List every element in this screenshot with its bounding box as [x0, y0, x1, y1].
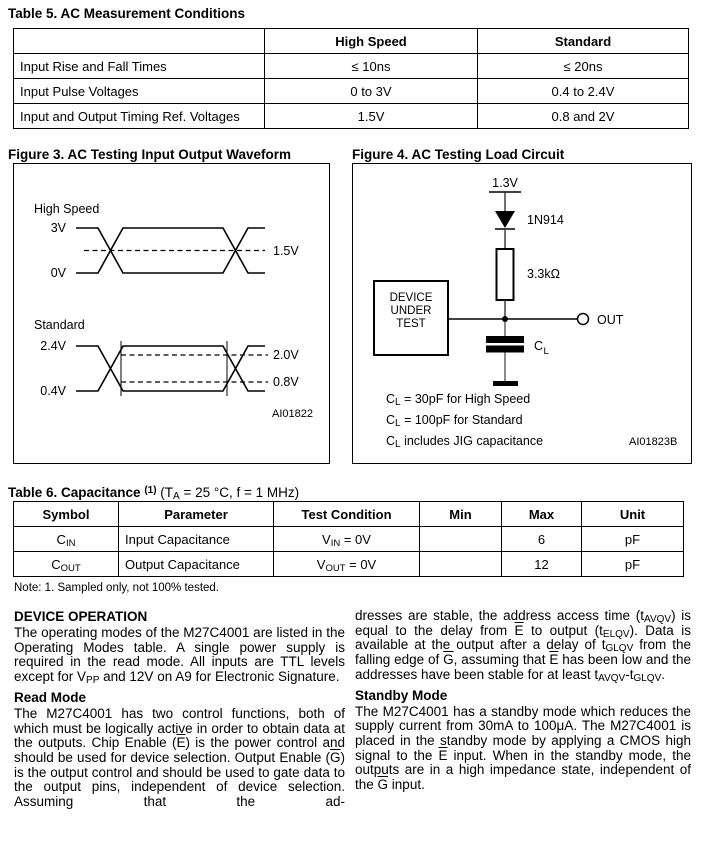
ac-measurement-conditions-table	[13, 28, 689, 129]
high-speed-label: High Speed	[34, 202, 100, 216]
table6-footnote: Note: 1. Sampled only, not 100% tested.	[14, 582, 219, 594]
table5-title: Table 5. AC Measurement Conditions	[8, 6, 246, 21]
read-mode-heading: Read Mode	[14, 689, 87, 705]
t6-r1-max: 6	[502, 527, 582, 552]
figure-4-box	[352, 163, 692, 464]
figure-4	[352, 147, 692, 464]
t6-header-max: Max	[502, 502, 582, 527]
std-bottom-level-label: 0.4V	[40, 384, 66, 398]
standard-label: Standard	[34, 318, 85, 332]
t6-header-unit: Unit	[582, 502, 684, 527]
t6-r1-condition: $V_{IN} = 0V$	[274, 527, 420, 552]
figure-3	[8, 147, 338, 464]
read-mode-continuation-paragraph: dresses are stable, the address access time $(t_{AVQV})$ is equal to the delay from $\overline{E}$ to output $(t_{ELQV})$. Data is available at the output after a delay of $t_{GLQV}$ from the falling edge of $\overline{G}$, assuming that $\overline{E}$ has been low and the addresses have been stable for at least $t_{AVQV}-t_{GLQV}$.	[355, 608, 692, 684]
junction-dot	[502, 316, 508, 322]
ground-icon	[493, 381, 518, 386]
t6-header-parameter: Parameter	[119, 502, 274, 527]
t6-r2-unit: pF	[582, 552, 684, 577]
t5-r2-standard: 0.4 to 2.4V	[478, 79, 689, 104]
capacitor-bottom-plate	[486, 346, 524, 353]
std-waveform-rising	[76, 346, 265, 391]
t6-r1-unit: pF	[582, 527, 684, 552]
t5-r3-standard: 0.8 and 2V	[478, 104, 689, 129]
std-high-reference-label: 2.0V	[273, 348, 299, 362]
capacitor-symbol-sub: L	[543, 346, 549, 357]
hs-bottom-level-label: 0V	[50, 266, 66, 280]
t5-header-blank	[14, 29, 265, 54]
t6-header-test-condition: Test Condition	[274, 502, 420, 527]
table-header-row	[14, 502, 684, 527]
t6-r1-min	[420, 527, 502, 552]
table-header-row	[14, 29, 689, 54]
out-label: OUT	[597, 313, 624, 327]
left-column	[14, 609, 345, 810]
figure-4-title: Figure 4. AC Testing Load Circuit	[352, 147, 565, 162]
read-mode-paragraph: The M27C4001 has two control functions, both of which must be logically active in order to obtain data at the outputs. Chip Enable $(\overline{E})$ is the power control and should be used for device selection. Output Enable $(\overline{G})$ is the output control and should be used to gate data to the output pins, independent of device selection. Assuming that the ad-	[14, 705, 345, 810]
dut-label-line1: DEVICE	[389, 292, 433, 304]
t6-r1-parameter: Input Capacitance	[119, 527, 274, 552]
figure-4-code: AI01823B	[629, 436, 678, 448]
cap-note-standard: $C_L = 100pF$ for Standard	[386, 413, 523, 429]
figures-row	[0, 147, 701, 464]
capacitance-table	[13, 501, 684, 577]
capacitor-top-plate	[486, 336, 524, 343]
dut-label-line2: UNDER	[390, 305, 432, 317]
standby-mode-paragraph: The M27C4001 has a standby mode which reduces the supply current from 30mA to 100μA. The M27C4001 is placed in the standby mode by applying a CMOS high signal to the $\overline{E}$ input. When in the standby mode, the outputs are in a high impedance state, independent of the $\overline{G}$ input.	[355, 703, 691, 793]
standby-mode-heading: Standby Mode	[355, 687, 448, 703]
supply-voltage-label: 1.3V	[492, 176, 518, 190]
t5-r1-label: Input Rise and Fall Times	[14, 54, 265, 79]
datasheet-page	[0, 6, 701, 860]
t6-header-min: Min	[420, 502, 502, 527]
t5-r3-high-speed: 1.5V	[265, 104, 478, 129]
waveform-diagram	[14, 164, 329, 463]
cap-note-high-speed: $C_L = 30pF$ for High Speed	[386, 392, 531, 408]
t6-r2-min	[420, 552, 502, 577]
table6-title: Table 6. Capacitance $^{(1)}$ ($T_A = 25$ °C, f = 1 MHz)	[8, 485, 300, 502]
t6-r2-max: 12	[502, 552, 582, 577]
table-row	[14, 54, 689, 79]
capacitor-symbol: C	[534, 339, 544, 353]
std-waveform-falling	[76, 346, 265, 391]
std-low-reference-label: 0.8V	[273, 375, 299, 389]
t5-header-standard: Standard	[478, 29, 689, 54]
hs-reference-label: 1.5V	[273, 244, 299, 258]
figure-3-box	[13, 163, 330, 464]
resistor-icon	[497, 249, 514, 300]
t5-r2-high-speed: 0 to 3V	[265, 79, 478, 104]
std-top-level-label: 2.4V	[40, 339, 66, 353]
t5-r2-label: Input Pulse Voltages	[14, 79, 265, 104]
t5-r1-high-speed: ≤ 10ns	[265, 54, 478, 79]
out-terminal-icon	[578, 314, 589, 325]
table-row	[14, 104, 689, 129]
dut-label-line3: TEST	[396, 318, 426, 330]
figure-3-title: Figure 3. AC Testing Input Output Waveform	[8, 147, 291, 162]
table-row	[14, 552, 684, 577]
right-column	[355, 609, 691, 810]
t6-r2-symbol: $C_{OUT}$	[14, 552, 119, 577]
figure-3-code: AI01822	[272, 408, 313, 420]
t6-r1-symbol: $C_{IN}$	[14, 527, 119, 552]
cap-note-jig: $C_L$ includes JIG capacitance	[386, 434, 544, 450]
t5-r1-standard: ≤ 20ns	[478, 54, 689, 79]
body-text-columns	[0, 609, 701, 810]
table-row	[14, 79, 689, 104]
resistor-label: 3.3kΩ	[527, 267, 560, 281]
t5-header-high-speed: High Speed	[265, 29, 478, 54]
device-operation-paragraph: The operating modes of the M27C4001 are listed in the Operating Modes table. A single power supply is required in the read mode. All inputs are TTL levels except for $V_{PP}$ and 12V on A9 for Electronic Signature.	[14, 625, 345, 687]
t6-r2-parameter: Output Capacitance	[119, 552, 274, 577]
device-operation-heading: DEVICE OPERATION	[14, 609, 148, 624]
diode-icon	[495, 211, 515, 228]
t6-r2-condition: $V_{OUT} = 0V$	[274, 552, 420, 577]
hs-top-level-label: 3V	[50, 221, 66, 235]
t6-header-symbol: Symbol	[14, 502, 119, 527]
table-row	[14, 527, 684, 552]
t5-r3-label: Input and Output Timing Ref. Voltages	[14, 104, 265, 129]
diode-label: 1N914	[527, 213, 564, 227]
